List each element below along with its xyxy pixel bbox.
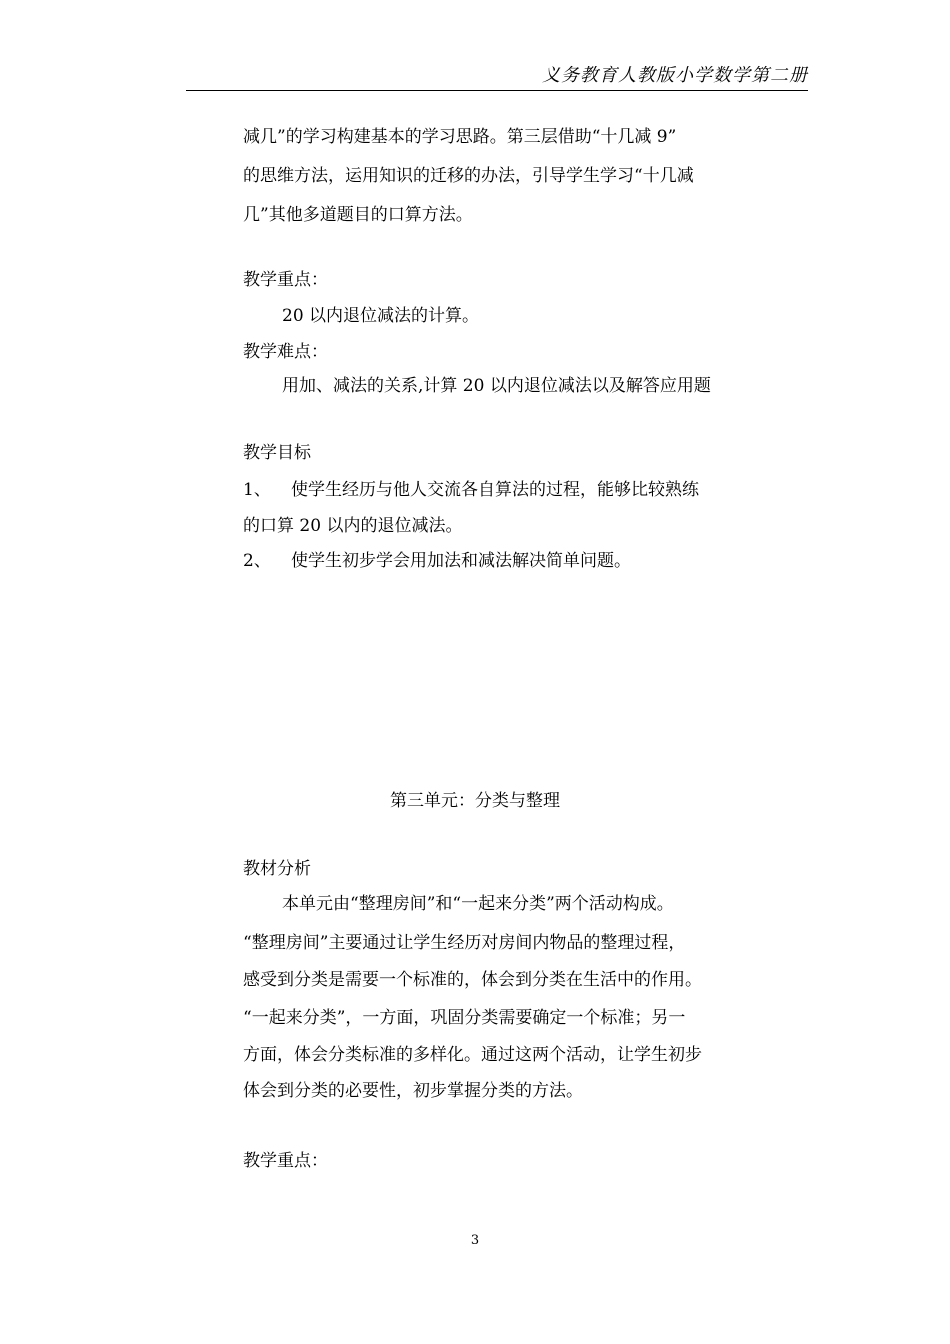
focus-text: 20 以内退位减法的计算。 (282, 306, 480, 326)
focus-heading: 教学重点： (243, 270, 328, 290)
analysis-line-4: “一起来分类”，一方面，巩固分类需要确定一个标准；另一 (243, 1008, 686, 1028)
difficulty-heading: 教学难点： (243, 342, 328, 362)
focus-heading-2: 教学重点： (243, 1151, 328, 1171)
unit-title: 第三单元：分类与整理 (390, 791, 560, 811)
goal-1-number: 1、 (243, 480, 271, 500)
analysis-heading: 教材分析 (243, 859, 311, 879)
intro-line-3: 几”其他多道题目的口算方法。 (243, 205, 473, 225)
analysis-line-3: 感受到分类是需要一个标准的，体会到分类在生活中的作用。 (243, 970, 702, 990)
goal-1-line-2: 的口算 20 以内的退位减法。 (243, 516, 463, 536)
goal-2-number: 2、 (243, 551, 271, 571)
page-number: 3 (470, 1233, 480, 1248)
page-header (186, 64, 808, 91)
goal-2-line-1: 使学生初步学会用加法和减法解决简单问题。 (291, 551, 631, 571)
goals-heading: 教学目标 (243, 443, 311, 463)
goal-1-line-1: 使学生经历与他人交流各自算法的过程，能够比较熟练 (291, 480, 699, 500)
intro-line-1: 减几”的学习构建基本的学习思路。第三层借助“十几减 9” (243, 127, 677, 147)
difficulty-text: 用加、减法的关系,计算 20 以内退位减法以及解答应用题 (282, 376, 711, 396)
analysis-line-2: “整理房间”主要通过让学生经历对房间内物品的整理过程， (243, 933, 686, 953)
intro-line-2: 的思维方法，运用知识的迁移的办法，引导学生学习“十几减 (243, 166, 694, 186)
analysis-line-6: 体会到分类的必要性，初步掌握分类的方法。 (243, 1081, 583, 1101)
analysis-line-1: 本单元由“整理房间”和“一起来分类”两个活动构成。 (282, 894, 674, 914)
analysis-line-5: 方面，体会分类标准的多样化。通过这两个活动，让学生初步 (243, 1045, 702, 1065)
header-title: 义务教育人教版小学数学第二册 (542, 65, 808, 86)
